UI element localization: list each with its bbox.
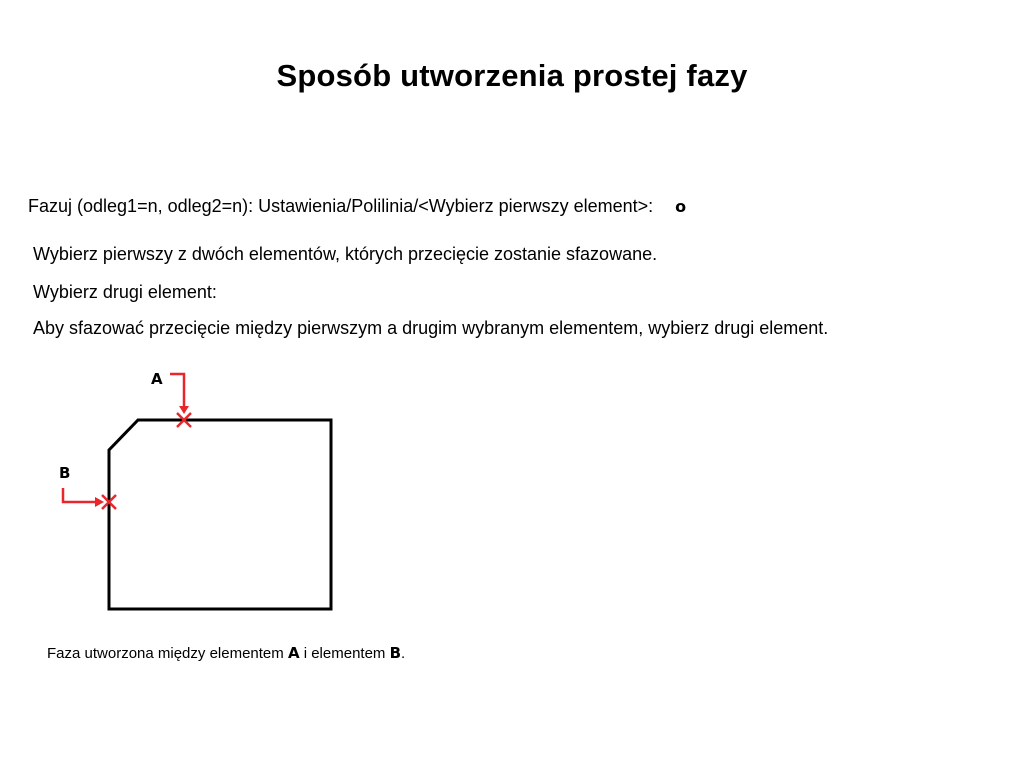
caption-text-1: Faza utworzona między elementem (47, 645, 288, 662)
caption-text-2: i elementem (299, 645, 390, 662)
diagram-caption (47, 644, 405, 662)
caption-text-3: . (401, 645, 406, 662)
instruction-line-3: Aby sfazować przecięcie między pierwszym a drugim wybranym elementem, wybierz drugi element. (33, 318, 829, 338)
command-option: o (675, 197, 687, 216)
chamfered-shape-outline (109, 420, 331, 609)
command-prompt-text: Fazuj (odleg1=n, odleg2=n): Ustawienia/Polilinia/<Wybierz pierwszy element>: (28, 196, 654, 216)
arrow-b-icon (63, 488, 104, 507)
caption-a: A (287, 644, 300, 662)
chamfer-diagram (40, 358, 360, 628)
label-b: B (59, 464, 71, 482)
arrow-a-icon (170, 374, 189, 414)
command-prompt (28, 196, 686, 217)
slide-title: Sposób utworzenia prostej fazy (276, 58, 748, 93)
instruction-line-2: Wybierz drugi element: (33, 282, 217, 302)
instruction-line-1: Wybierz pierwszy z dwóch elementów, których przecięcie zostanie sfazowane. (33, 244, 658, 264)
label-a: A (151, 370, 163, 388)
caption-b: B (389, 644, 402, 662)
